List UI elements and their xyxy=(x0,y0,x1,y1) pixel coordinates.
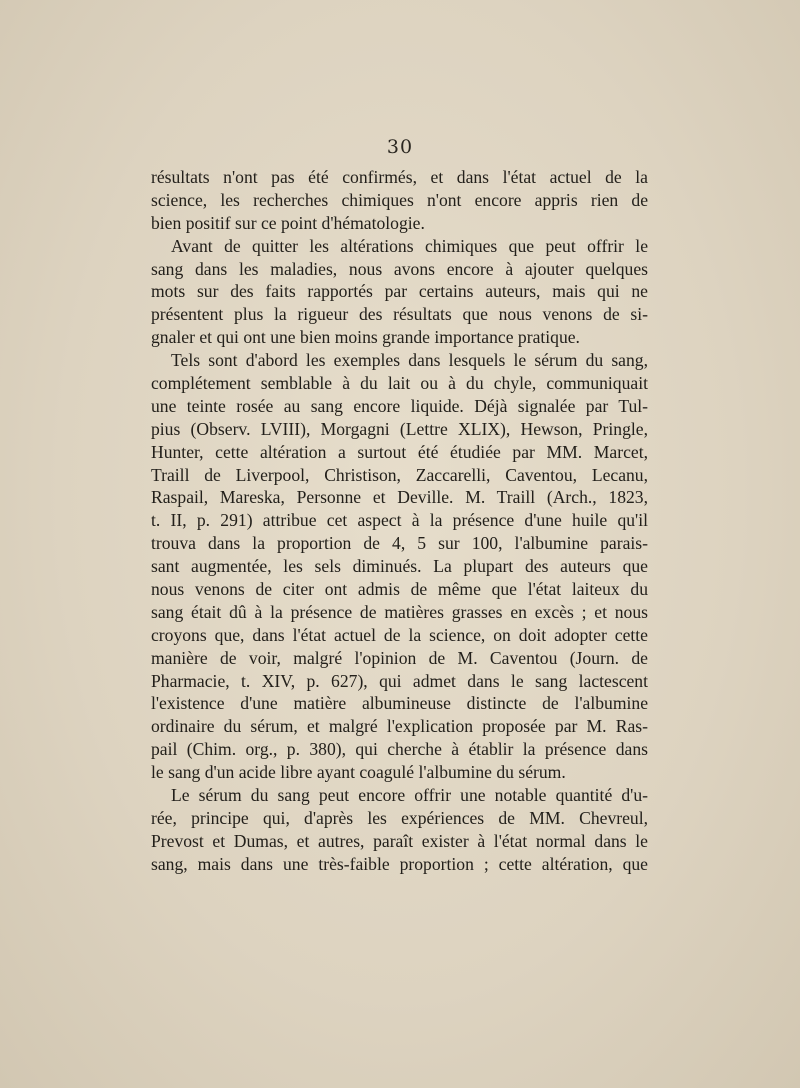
text-line: rée, principe qui, d'après les expériences de MM. Chevreul, xyxy=(151,807,648,828)
body-text xyxy=(151,166,648,876)
text-line: sang dans les maladies, nous avons encore à ajouter quelques xyxy=(151,258,648,279)
text-line: sang était dû à la présence de matières grasses en excès ; et nous xyxy=(151,601,648,622)
text-line: mots sur des faits rapportés par certains auteurs, mais qui ne xyxy=(151,281,648,302)
text-line: bien positif sur ce point d'hématologie. xyxy=(151,212,425,233)
text-line: résultats n'ont pas été confirmés, et dans l'état actuel de la xyxy=(151,167,648,187)
text-line: Prevost et Dumas, et autres, paraît exister à l'état normal dans le xyxy=(151,830,648,851)
text-line: pius (Observ. LVIII), Morgagni (Lettre XLIX), Hewson, Pringle, xyxy=(151,418,648,439)
page-number: 30 xyxy=(386,136,414,158)
text-line: sang, mais dans une très-faible proportion ; cette altération, que xyxy=(151,853,648,874)
text-line: pail (Chim. org., p. 380), qui cherche à établir la présence dans xyxy=(151,739,648,760)
text-line: Raspail, Mareska, Personne et Deville. M. Traill (Arch., 1823, xyxy=(151,487,648,508)
text-line: Le sérum du sang peut encore offrir une notable quantité d'u- xyxy=(171,785,648,806)
text-line: nous venons de citer ont admis de même que l'état laiteux du xyxy=(151,579,648,600)
text-line: Pharmacie, t. XIV, p. 627), qui admet dans le sang lactescent xyxy=(151,670,648,691)
text-line: l'existence d'une matière albumineuse distincte de l'albumine xyxy=(151,693,648,714)
text-line: science, les recherches chimiques n'ont encore appris rien de xyxy=(151,189,648,210)
text-line: présentent plus la rigueur des résultats que nous venons de si- xyxy=(151,304,648,325)
text-line: ordinaire du sérum, et malgré l'explication proposée par M. Ras- xyxy=(151,716,648,737)
text-line: gnaler et qui ont une bien moins grande importance pratique. xyxy=(151,327,580,348)
text-line: croyons que, dans l'état actuel de la science, on doit adopter cette xyxy=(151,624,648,645)
text-line: complétement semblable à du lait ou à du chyle, communiquait xyxy=(151,373,648,394)
text-line: sant augmentée, les sels diminués. La plupart des auteurs que xyxy=(151,556,648,577)
text-line: une teinte rosée au sang encore liquide. Déjà signalée par Tul- xyxy=(151,395,648,416)
text-line: manière de voir, malgré l'opinion de M. Caventou (Journ. de xyxy=(151,647,648,668)
text-line: Tels sont d'abord les exemples dans lesquels le sérum du sang, xyxy=(171,350,648,371)
text-line: t. II, p. 291) attribue cet aspect à la présence d'une huile qu'il xyxy=(151,510,648,531)
text-line: Avant de quitter les altérations chimiques que peut offrir le xyxy=(171,235,648,256)
text-line: le sang d'un acide libre ayant coagulé l'albumine du sérum. xyxy=(151,762,566,783)
text-line: Hunter, cette altération a surtout été étudiée par MM. Marcet, xyxy=(151,441,648,462)
text-line: trouva dans la proportion de 4, 5 sur 100, l'albumine parais- xyxy=(151,533,648,554)
text-line: Traill de Liverpool, Christison, Zaccarelli, Caventou, Lecanu, xyxy=(151,464,648,485)
